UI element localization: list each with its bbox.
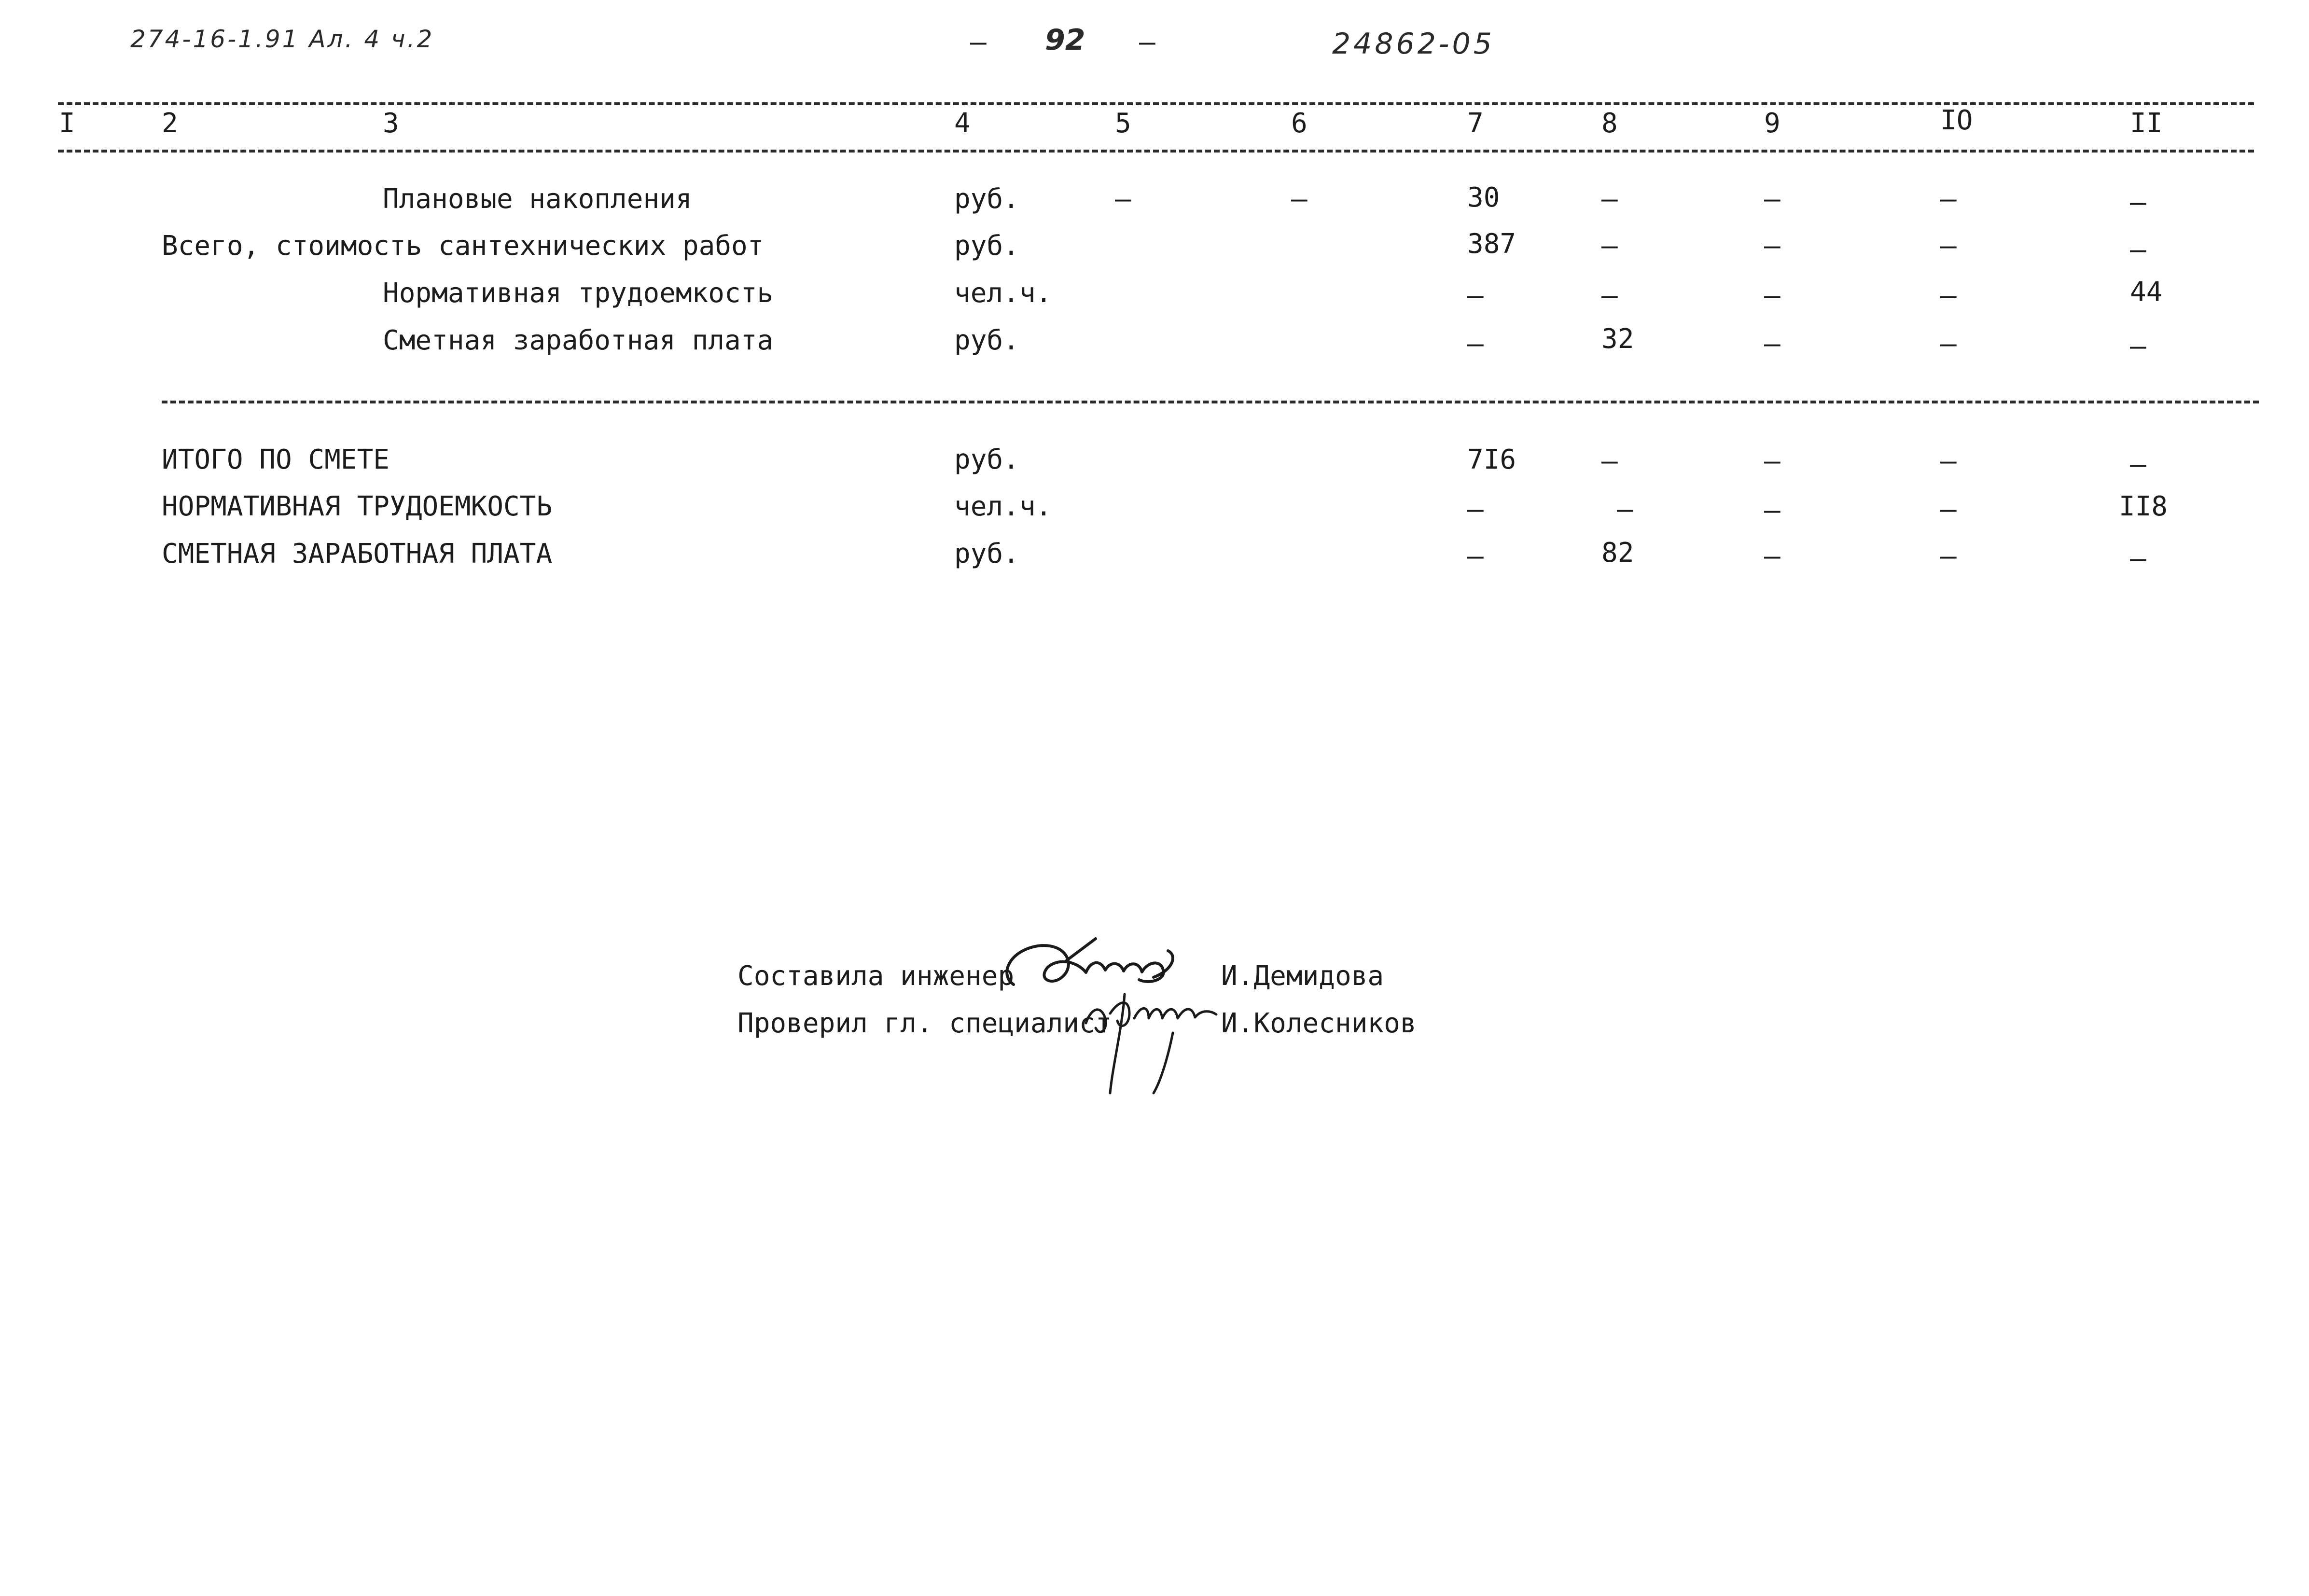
cell-col9: – [1764, 230, 1780, 262]
cell-col7: – [1467, 280, 1484, 311]
cell-col6: – [1291, 183, 1308, 215]
cell-col9: – [1764, 280, 1780, 311]
column-number: 7 [1467, 108, 1484, 139]
total-col10: – [1940, 445, 1957, 477]
total-label: СМЕТНАЯ ЗАРАБОТНАЯ ПЛАТА [162, 538, 553, 569]
cell-col11: – [2130, 234, 2146, 265]
page-number: 92 [1045, 23, 1085, 57]
column-number: 4 [954, 108, 971, 139]
total-col8: – [1601, 445, 1618, 477]
compiled-by-label: Составила инженер [737, 960, 1015, 992]
page-number-dash-left: – [970, 27, 987, 58]
row-label: Нормативная трудоемкость [383, 278, 774, 309]
column-number: 2 [162, 108, 178, 139]
cell-col7: 30 [1467, 182, 1500, 213]
cell-col10: – [1940, 183, 1957, 215]
cell-col8: – [1601, 183, 1618, 215]
document-reference: 274-16-1.91 Ал. 4 ч.2 [130, 25, 434, 53]
total-col7: – [1467, 541, 1484, 572]
total-col8: – [1617, 494, 1633, 525]
column-number: 9 [1764, 108, 1780, 139]
cell-col10: – [1940, 230, 1957, 262]
cell-col11: 44 [2130, 277, 2163, 308]
cell-col7: – [1467, 328, 1484, 360]
column-number: 6 [1291, 108, 1308, 139]
total-unit: чел.ч. [954, 491, 1052, 522]
column-number: 5 [1115, 108, 1131, 139]
total-col9: – [1764, 541, 1780, 572]
checked-by-label: Проверил гл. специалист [737, 1008, 1112, 1039]
total-col7: – [1467, 494, 1484, 525]
row-unit: руб. [954, 325, 1019, 356]
total-col11: – [2130, 543, 2146, 574]
row-label: Сметная заработная плата [383, 325, 774, 356]
column-number: I [59, 108, 75, 139]
cell-col11: – [2130, 331, 2146, 362]
total-col10: – [1940, 494, 1957, 525]
total-col9: – [1764, 495, 1780, 526]
total-unit: руб. [954, 444, 1019, 475]
column-number: 3 [383, 108, 399, 139]
checked-by-name: И.Колесников [1221, 1008, 1417, 1039]
total-col9: – [1764, 445, 1780, 477]
header-rule-top [58, 102, 2254, 105]
cell-col7: 387 [1467, 228, 1516, 260]
cell-col8: – [1601, 230, 1618, 262]
column-number: IO [1940, 105, 1973, 136]
row-label: Всего, стоимость сантехнических работ [162, 230, 764, 262]
total-col8: 82 [1601, 537, 1634, 569]
row-unit: руб. [954, 230, 1019, 262]
row-unit: чел.ч. [954, 278, 1052, 309]
total-col10: – [1940, 541, 1957, 572]
cell-col10: – [1940, 328, 1957, 360]
column-number: 8 [1601, 108, 1618, 139]
cell-col9: – [1764, 328, 1780, 360]
cell-col8: 32 [1601, 323, 1634, 355]
cell-col8: – [1601, 280, 1618, 311]
total-col7: 7I6 [1467, 444, 1516, 475]
column-number: II [2130, 108, 2163, 139]
page-number-dash-right: – [1139, 27, 1155, 58]
total-label: НОРМАТИВНАЯ ТРУДОЕМКОСТЬ [162, 491, 553, 522]
totals-separator [162, 401, 2259, 403]
cell-col11: – [2130, 187, 2146, 218]
total-col11: – [2130, 449, 2146, 480]
total-unit: руб. [954, 538, 1019, 569]
total-label: ИТОГО ПО СМЕТЕ [162, 444, 390, 475]
row-label: Плановые накопления [383, 183, 692, 215]
signature-kolesnikov-icon [1076, 985, 1231, 1100]
document-code: 24862-05 [1332, 27, 1495, 61]
total-col11: II8 [2119, 491, 2168, 522]
row-unit: руб. [954, 183, 1019, 215]
compiled-by-name: И.Демидова [1221, 960, 1384, 992]
cell-col10: – [1940, 280, 1957, 311]
cell-col5: – [1115, 183, 1131, 215]
cell-col9: – [1764, 183, 1780, 215]
header-rule-bottom [58, 150, 2254, 153]
